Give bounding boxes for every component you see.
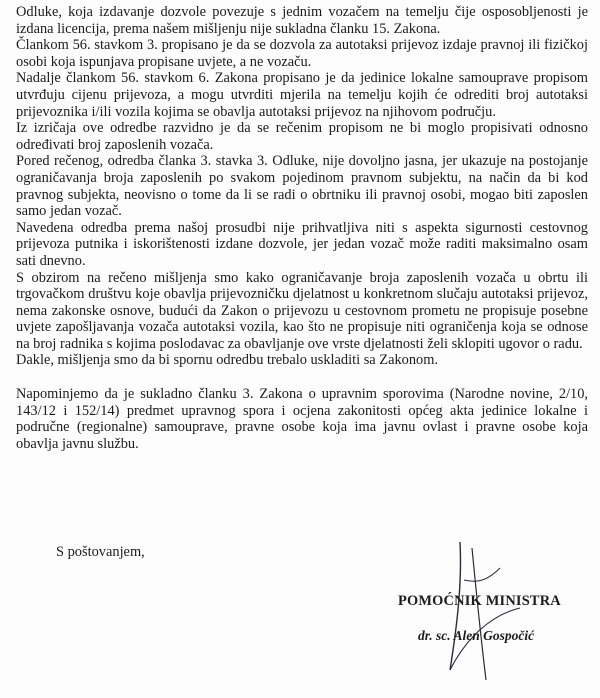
paragraph-3: Nadalje člankom 56. stavkom 6. Zakona propisano je da jedinice lokalne samouprave propisom utvrđuju cijenu prijevoza, a mogu utvrditi mjerila na temelju kojih će odrediti broj autotaksi prijevoznika i/ili vozila kojima se obavlja autotaksi prijevoz na njihovom području. <box>16 70 588 120</box>
paragraph-6: Navedena odredba prema našoj prosudbi nije prihvatljiva niti s aspekta sigurnosti cestovnog prijevoza putnika i iskorištenosti izdane dozvole, jer jedan vozač može raditi maksimalno osam sati dnevno. <box>16 219 588 269</box>
document-body <box>16 4 588 452</box>
paragraph-8: Dakle, mišljenja smo da bi spornu odredbu trebalo uskladiti sa Zakonom. <box>16 352 439 369</box>
paragraph-1: Odluke, koja izdavanje dozvole povezuje s jednim vozačem na temelju čije osposobljenosti je izdana licencija, prema našem mišljenju nije sukladna članku 15. Zakona. <box>16 4 588 37</box>
closing-salutation: S poštovanjem, <box>56 544 145 560</box>
paragraph-7: S obzirom na rečeno mišljenja smo kako ograničavanje broja zaposlenih vozača u obrtu ili trgovačkom društvu koje obavlja prijevozničku djelatnost u konkretnom slučaju autotaksi prijevoz, nema zakonske osnove, budući da Zakon o prijevozu u cestovnom prometu ne propisuje posebne uvjete zapošljavanja vozača autotaksi vozila, kao što ne propisuje niti ograničenja koja se odnose na broj radnika s kojima poslodavac za obavljanje ove vrste djelatnosti želi sklopiti ugovor o radu. <box>16 269 588 352</box>
paragraph-9: Napominjemo da je sukladno članku 3. Zakona o upravnim sporovima (Narodne novine, 2/10, 143/12 i 152/14) predmet upravnog spora i ocjena zakonitosti općeg akta jedinice lokalne i područne (regionalne) samouprave, pravne osobe koja ima javnu ovlast i pravne osobe koja obavlja javnu službu. <box>16 386 588 452</box>
paragraph-5: Pored rečenog, odredba članka 3. stavka 3. Odluke, nije dovoljno jasna, jer ukazuje na postojanje ograničavanja broja zaposlenih po svakom pojedinom pravnom subjektu, na način da bi kod pravnog subjekta, neovisno o tome da li se radi o obrtniku ili pravnoj osobi, mogao biti zaposlen samo jedan vozač. <box>16 153 588 220</box>
paragraph-4: Iz izričaja ove odredbe razvidno je da se rečenim propisom ne bi moglo propisivati odnosno određivati broj zaposlenih vozača. <box>16 120 588 153</box>
paragraph-2: Člankom 56. stavkom 3. propisano je da se dozvola za autotaksi prijevoz izdaje pravnoj ili fizičkoj osobi koja ispunjava propisane uvjete, a ne vozaču. <box>16 37 588 70</box>
signatory-title: POMOĆNIK MINISTRA <box>398 593 561 609</box>
signatory-name: dr. sc. Alen Gospočić <box>418 628 535 643</box>
